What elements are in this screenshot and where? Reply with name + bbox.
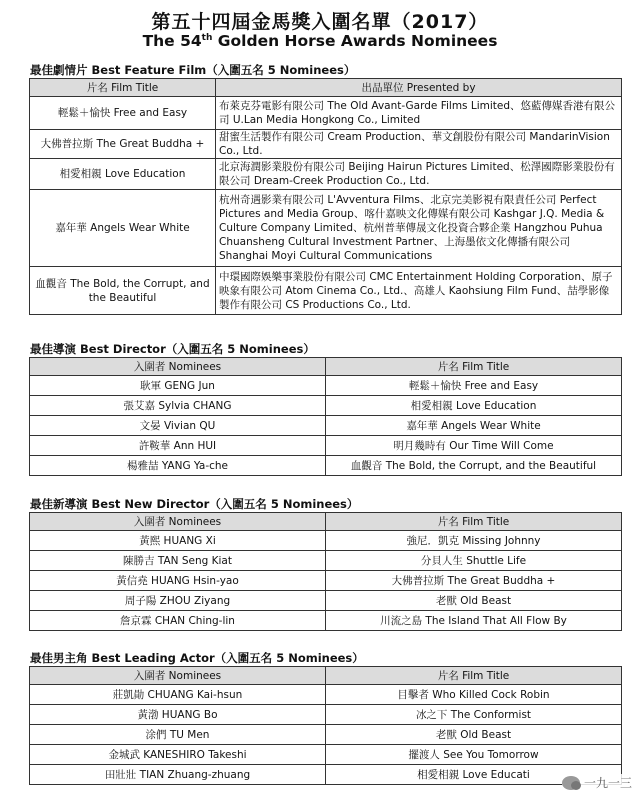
watermark: [562, 774, 632, 791]
film-title-cell: 大佛普拉斯 The Great Buddha +: [30, 130, 216, 159]
film-title-cell: 擺渡人 See You Tomorrow: [326, 745, 622, 765]
film-title-cell: 目擊者 Who Killed Cock Robin: [326, 685, 622, 705]
nominee-cell: 張艾嘉 Sylvia CHANG: [30, 396, 326, 416]
film-title-cell: 輕鬆＋愉快 Free and Easy: [326, 376, 622, 396]
table-row: [30, 765, 622, 785]
page-title-chinese: 第五十四屆金馬獎入圍名單（2017）: [151, 11, 489, 33]
nominee-cell: 陳勝吉 TAN Seng Kiat: [30, 551, 326, 571]
table-row: [30, 376, 622, 396]
section-heading-leading-actor: 最佳男主角 Best Leading Actor（入圍五名 5 Nominees）: [30, 651, 364, 665]
film-title-cell: 分貝人生 Shuttle Life: [326, 551, 622, 571]
column-header-nominees: 入圍者 Nominees: [30, 358, 326, 376]
film-title-cell: 川流之島 The Island That All Flow By: [326, 611, 622, 631]
presenter-cell: 布萊克芬電影有限公司 The Old Avant-Garde Films Limited、悠藍傳媒香港有限公司 U.Lan Media Hongkong Co., Limited: [216, 97, 622, 130]
watermark-text: 一九一三: [583, 776, 632, 790]
nominee-cell: 黃熙 HUANG Xi: [30, 531, 326, 551]
film-title-cell: 大佛普拉斯 The Great Buddha +: [326, 571, 622, 591]
table-row: [30, 190, 622, 267]
table-row: [30, 745, 622, 765]
section-heading-new-director: 最佳新導演 Best New Director（入圍五名 5 Nominees）: [30, 497, 359, 511]
director-table: [29, 357, 622, 476]
nominee-cell: 詹京霖 CHAN Ching-lin: [30, 611, 326, 631]
feature-film-table: [29, 78, 622, 315]
column-header-nominees: 入圍者 Nominees: [30, 513, 326, 531]
table-row: [30, 611, 622, 631]
page-title-english: The 54th Golden Horse Awards Nominees: [142, 32, 498, 50]
table-row: [30, 551, 622, 571]
column-header-nominees: 入圍者 Nominees: [30, 667, 326, 685]
film-title-cell: 嘉年華 Angels Wear White: [326, 416, 622, 436]
presenter-cell: 北京海潤影業股份有限公司 Beijing Hairun Pictures Limited、松澤國際影業股份有限公司 Dream-Creek Production Co., Ltd.: [216, 159, 622, 190]
table-row: [30, 267, 622, 315]
film-title-cell: 老獸 Old Beast: [326, 725, 622, 745]
film-title-cell: 血觀音 The Bold, the Corrupt, and the Beautiful: [30, 267, 216, 315]
film-title-cell: 輕鬆＋愉快 Free and Easy: [30, 97, 216, 130]
film-title-cell: 老獸 Old Beast: [326, 591, 622, 611]
table-row: [30, 571, 622, 591]
chat-bubble-icon: [562, 776, 580, 790]
section-heading-director: 最佳導演 Best Director（入圍五名 5 Nominees）: [30, 342, 315, 356]
nominee-cell: 莊凱勛 CHUANG Kai-hsun: [30, 685, 326, 705]
table-row: [30, 725, 622, 745]
presenter-cell: 杭州奇遇影業有限公司 L'Avventura Films、北京完美影視有限責任公司 Perfect Pictures and Media Group、喀什嘉映文化傳媒有限公司 Kashgar J.Q. Media & Culture Company Limited、杭州普華傳晟文化投資合夥企業 Hangzhou Puhua Chuansheng Cultural Investment Partner、上海墨依文化傳播有限公司 Shanghai Moyi Cultural Communications: [216, 190, 622, 267]
presenter-cell: 甜蜜生活製作有限公司 Cream Production、華文創股份有限公司 MandarinVision Co., Ltd.: [216, 130, 622, 159]
table-row: [30, 97, 622, 130]
film-title-cell: 相愛相親 Love Education: [326, 396, 622, 416]
nominee-cell: 金城武 KANESHIRO Takeshi: [30, 745, 326, 765]
film-title-cell: 明月幾時有 Our Time Will Come: [326, 436, 622, 456]
section-heading-feature-film: 最佳劇情片 Best Feature Film（入圍五名 5 Nominees）: [30, 63, 356, 77]
column-header-presented-by: 出品單位 Presented by: [216, 79, 622, 97]
film-title-cell: 強尼．凱克 Missing Johnny: [326, 531, 622, 551]
table-row: [30, 130, 622, 159]
leading-actor-table: [29, 666, 622, 785]
nominee-cell: 周子陽 ZHOU Ziyang: [30, 591, 326, 611]
nominee-cell: 黃信堯 HUANG Hsin-yao: [30, 571, 326, 591]
nominee-cell: 田壯壯 TIAN Zhuang-zhuang: [30, 765, 326, 785]
table-row: [30, 396, 622, 416]
nominee-cell: 許鞍華 Ann HUI: [30, 436, 326, 456]
film-title-cell: 相愛相親 Love Education: [30, 159, 216, 190]
new-director-table: [29, 512, 622, 631]
nominee-cell: 文晏 Vivian QU: [30, 416, 326, 436]
column-header-film-title: 片名 Film Title: [30, 79, 216, 97]
table-row: [30, 685, 622, 705]
table-row: [30, 416, 622, 436]
nominee-cell: 涂們 TU Men: [30, 725, 326, 745]
table-row: [30, 159, 622, 190]
nominee-cell: 楊雅喆 YANG Ya-che: [30, 456, 326, 476]
film-title-cell: 冰之下 The Conformist: [326, 705, 622, 725]
film-title-cell: 相愛相親 Love Educati: [326, 765, 622, 785]
film-title-cell: 血觀音 The Bold, the Corrupt, and the Beautiful: [326, 456, 622, 476]
table-row: [30, 531, 622, 551]
nominee-cell: 耿軍 GENG Jun: [30, 376, 326, 396]
table-row: [30, 456, 622, 476]
table-row: [30, 705, 622, 725]
table-row: [30, 436, 622, 456]
table-row: [30, 591, 622, 611]
column-header-film-title: 片名 Film Title: [326, 513, 622, 531]
nominee-cell: 黃渤 HUANG Bo: [30, 705, 326, 725]
film-title-cell: 嘉年華 Angels Wear White: [30, 190, 216, 267]
column-header-film-title: 片名 Film Title: [326, 667, 622, 685]
column-header-film-title: 片名 Film Title: [326, 358, 622, 376]
presenter-cell: 中環國際娛樂事業股份有限公司 CMC Entertainment Holding Corporation、原子映象有限公司 Atom Cinema Co., Ltd.、高雄人 Kaohsiung Film Fund、喆學影像製作有限公司 CS Productions Co., Ltd.: [216, 267, 622, 315]
